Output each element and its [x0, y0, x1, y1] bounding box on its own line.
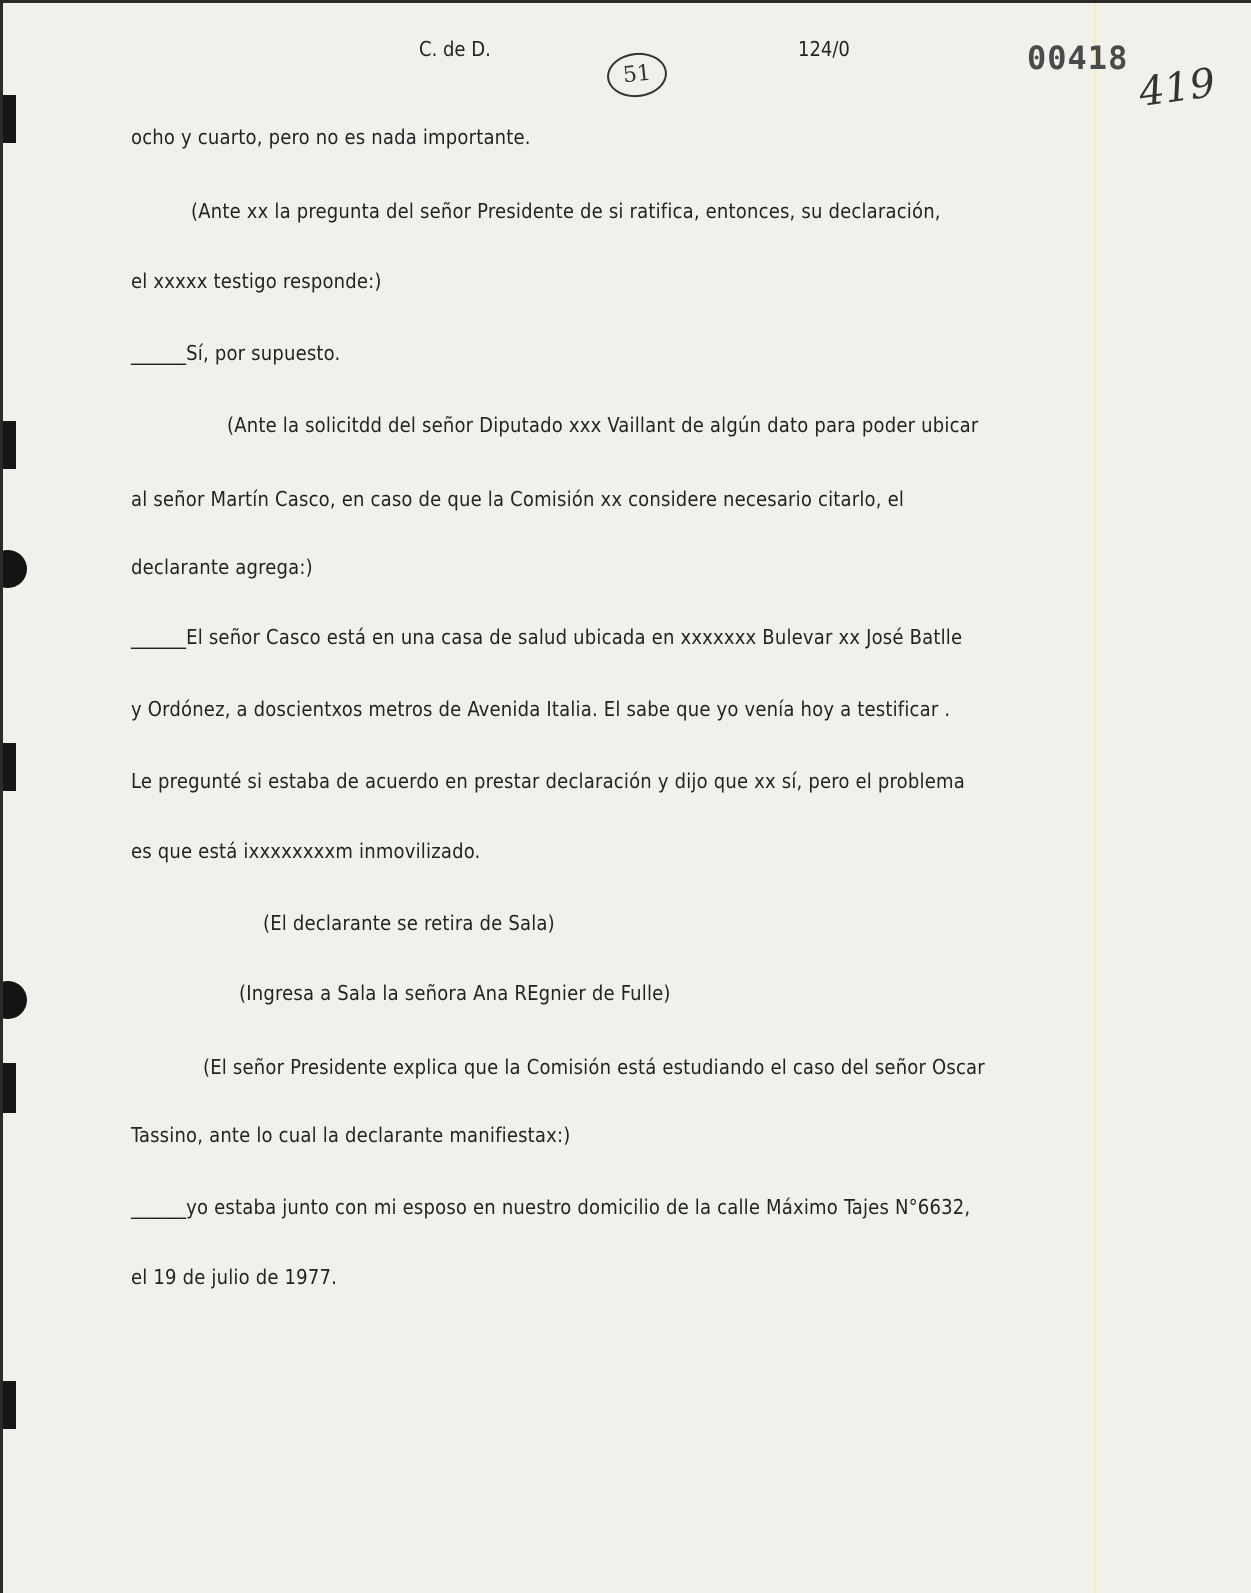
body-line: declarante agrega:) — [131, 555, 313, 579]
binding-strip — [3, 1063, 16, 1113]
header-reference: C. de D. — [419, 37, 491, 61]
body-line: ______Sí, por supuesto. — [131, 341, 341, 365]
body-line: (Ante xx la pregunta del señor Presidente de si ratifica, entonces, su declaración, — [191, 199, 941, 223]
handwritten-folio-number: 419 — [1136, 59, 1219, 117]
punch-hole — [0, 550, 27, 588]
page-fold-line — [1094, 3, 1096, 1593]
body-line: ______El señor Casco está en una casa de salud ubicada en xxxxxxx Bulevar xx José Batlle — [131, 625, 963, 649]
binding-strip — [3, 421, 16, 469]
stamped-number: 00418 — [1027, 39, 1129, 77]
body-line: (Ingresa a Sala la señora Ana REgnier de Fulle) — [239, 981, 671, 1005]
body-line: Tassino, ante lo cual la declarante manifiestax:) — [131, 1123, 571, 1147]
body-line: el xxxxx testigo responde:) — [131, 269, 382, 293]
body-line: (Ante la solicitdd del señor Diputado xxx Vaillant de algún dato para poder ubicar — [227, 413, 979, 437]
punch-hole — [0, 981, 27, 1019]
circled-folio-number: 51 — [605, 50, 669, 100]
binding-strip — [3, 1381, 16, 1429]
body-line: y Ordónez, a doscientxos metros de Avenida Italia. El sabe que yo venía hoy a testificar . — [131, 697, 951, 721]
binding-strip — [3, 95, 16, 143]
header-page-code: 124/0 — [798, 37, 850, 61]
body-line: Le pregunté si estaba de acuerdo en prestar declaración y dijo que xx sí, pero el problema — [131, 769, 965, 793]
body-line: es que está ixxxxxxxxm inmovilizado. — [131, 839, 481, 863]
body-line: (El señor Presidente explica que la Comisión está estudiando el caso del señor Oscar — [203, 1055, 985, 1079]
body-line: (El declarante se retira de Sala) — [263, 911, 555, 935]
body-line: al señor Martín Casco, en caso de que la Comisión xx considere necesario citarlo, el — [131, 487, 905, 511]
binding-strip — [3, 743, 16, 791]
body-line: el 19 de julio de 1977. — [131, 1265, 338, 1289]
body-line: ______yo estaba junto con mi esposo en nuestro domicilio de la calle Máximo Tajes N°6632, — [131, 1195, 971, 1219]
body-line: ocho y cuarto, pero no es nada importante. — [131, 125, 531, 149]
